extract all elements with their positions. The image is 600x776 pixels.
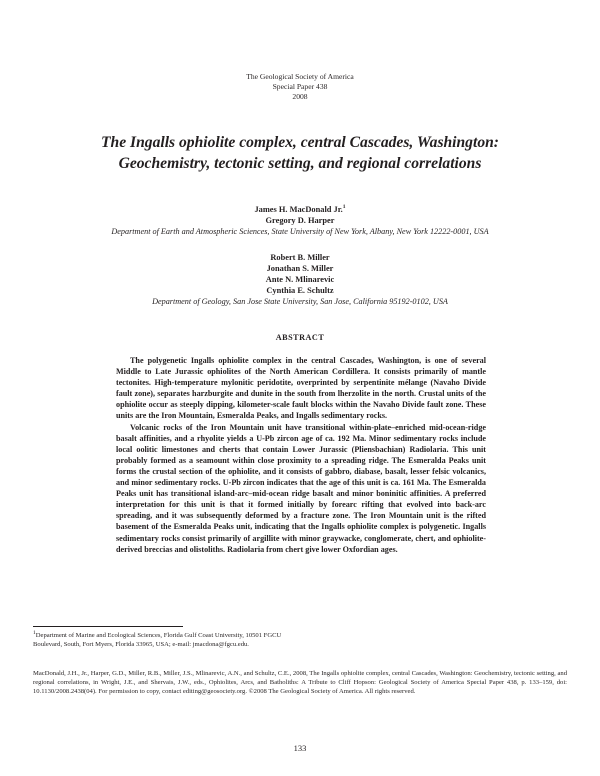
abstract-paragraph: Volcanic rocks of the Iron Mountain unit have transitional within-plate–enriched mid-ocean-ridge basalt affinities, and a rhyolite yields a U-Pb zircon age of ca. 192 Ma. Minor sedimentary rocks include local oolitic limestones and cherts that contain Lower Jurassic (Pliensbachian) Radiolaria. This unit probably formed as a seamount within close proximity to a spreading ridge. The Esmeralda Peaks unit forms the crustal section of the ophiolite, and it consists of gabbro, diabase, basalt, lesser felsic volcanics, and minor sedimentary rocks. U-Pb zircon indicates that the age of this unit is ca. 161 Ma. The Esmeralda Peaks unit has transitional island-arc–mid-ocean ridge basalt and minor boninitic affinities. A preferred interpretation for this unit is that it formed initially by forearc rifting that evolved into back-arc spreading, and it was subsequently deformed by a fracture zone. The Iron Mountain unit is the rifted basement of the Esmeralda Peaks unit, indicating that the Ingalls ophiolite complex is polygenetic. Ingalls sedimentary rocks consist primarily of argillite with minor graywacke, conglomerate, chert, and ophiolite-derived breccias and olistoliths. Radiolaria from chert give lower Oxfordian ages. (116, 422, 486, 554)
paper-title (40, 132, 560, 174)
footnote-text: Department of Marine and Ecological Sciences, Florida Gulf Coast University, 10501 FGCU Boulevard, South, Fort Myers, Florida 33965, USA; e-mail: jmacdona@fgcu.edu. (33, 632, 282, 648)
page-number: 133 (293, 743, 307, 753)
author-group-1 (0, 204, 600, 237)
author-name: Gregory D. Harper (265, 216, 335, 225)
abstract-body (116, 355, 486, 555)
author-group-2 (0, 252, 600, 307)
title-line-2: Geochemistry, tectonic setting, and regional correlations (118, 155, 482, 172)
series-header (0, 72, 600, 101)
abstract-heading: ABSTRACT (275, 333, 325, 342)
citation-block (33, 670, 567, 697)
author-name: James H. MacDonald Jr.$^1$ (254, 204, 346, 214)
author-name: Jonathan S. Miller (266, 264, 334, 273)
author-affiliation: Department of Earth and Atmospheric Sciences, State University of New York, Albany, New York 12222-0001, USA (111, 227, 489, 236)
author-name: Ante N. Mlinarevic (265, 275, 335, 284)
author-name: Cynthia E. Schultz (266, 286, 334, 295)
author-name: Robert B. Miller (270, 253, 330, 262)
abstract-paragraph: The polygenetic Ingalls ophiolite complex in the central Cascades, Washington, is one of several Middle to Late Jurassic ophiolites of the North American Cordillera. It consists primarily of mantle tectonites. High-temperature mylonitic peridotite, overprinted by serpentinite mélange (Navaho Divide fault zone), separates harzburgite and dunite in the south from lherzolite in the north. Crustal units of the ophiolite occur as steeply dipping, kilometer-scale fault blocks within the Navaho Divide fault zone. These units are the Iron Mountain, Esmeralda Peaks, and Ingalls sedimentary rocks. (116, 356, 486, 421)
title-line-1: The Ingalls ophiolite complex, central Cascades, Washington: (101, 134, 499, 151)
footnote (33, 629, 303, 650)
society-name: The Geological Society of America (246, 72, 354, 81)
citation-text: MacDonald, J.H., Jr., Harper, G.D., Miller, R.B., Miller, J.S., Mlinarevic, A.N., and Schultz, C.E., 2008, The Ingalls ophiolite complex, central Cascades, Washington: Geochemistry, tectonic setting, and regional correlations, in Wright, J.E., and Shervais, J.W., eds., Ophiolites, Arcs, and Batholiths: A Tribute to Cliff Hopson: Geological Society of America Special Paper 438, p. 133–159, doi: 10.1130/2008.2438(04). For permission to copy, contact editing@geosociety.org. ©2008 The Geological Society of America. All rights reserved. (33, 670, 567, 695)
footnote-marker: 1 (33, 629, 36, 636)
special-paper-number: Special Paper 438 (272, 81, 328, 91)
publication-year: 2008 (292, 91, 308, 101)
footnote-marker: 1 (342, 204, 346, 211)
footnote-divider (33, 626, 183, 627)
author-affiliation: Department of Geology, San Jose State University, San Jose, California 95192-0102, USA (152, 297, 448, 306)
